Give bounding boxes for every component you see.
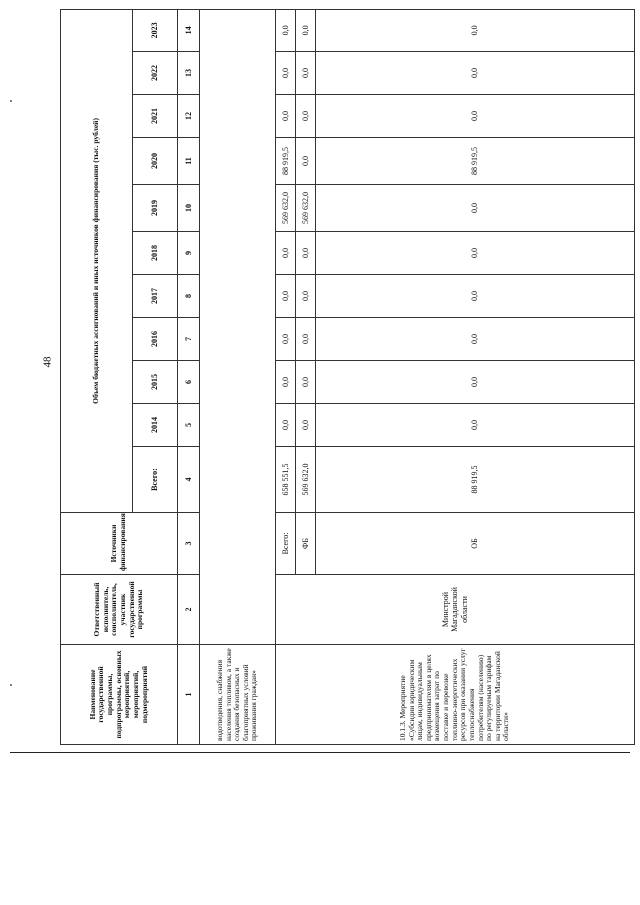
value-cell: 0,0	[316, 318, 635, 361]
header-funding-source: Источники финансирования	[61, 513, 178, 575]
page-number: 48	[41, 356, 54, 368]
page-divider-line	[10, 752, 630, 753]
header-program-name: Наименование государственной программы, подпрограммы, основных мероприятий, мероприятий, подмероприятий	[61, 645, 178, 745]
source-cell: Всего:	[276, 513, 296, 575]
value-cell: 0,0	[316, 185, 635, 232]
header-year: 2022	[133, 52, 178, 95]
continued-row-empty	[200, 9, 276, 644]
header-year: 2021	[133, 95, 178, 138]
scan-speck	[10, 684, 12, 686]
value-cell: 0,0	[296, 318, 316, 361]
value-cell: 0,0	[296, 52, 316, 95]
measure-row-total	[276, 9, 296, 744]
column-number: 4	[178, 447, 200, 513]
value-cell: 0,0	[316, 95, 635, 138]
value-cell: 0,0	[276, 52, 296, 95]
header-year: 2017	[133, 275, 178, 318]
header-year: 2016	[133, 318, 178, 361]
header-year: 2014	[133, 404, 178, 447]
header-year: 2018	[133, 232, 178, 275]
scan-speck	[10, 100, 12, 102]
value-cell: 0,0	[276, 232, 296, 275]
value-cell: 0,0	[316, 275, 635, 318]
header-funding-volume: Объем бюджетных ассигнований и иных источников финансирования (тыс. рублей)	[61, 9, 133, 512]
value-cell: 0,0	[276, 318, 296, 361]
value-cell: 0,0	[276, 361, 296, 404]
value-cell: 0,0	[296, 9, 316, 51]
column-number: 11	[178, 138, 200, 185]
column-number: 7	[178, 318, 200, 361]
value-cell: 0,0	[276, 404, 296, 447]
column-number: 9	[178, 232, 200, 275]
value-cell: 0,0	[316, 9, 635, 51]
value-cell: 0,0	[316, 52, 635, 95]
total-cell: 88 919,5	[316, 447, 635, 513]
value-cell: 88 919,5	[276, 138, 296, 185]
column-number: 2	[178, 575, 200, 645]
value-cell: 0,0	[296, 404, 316, 447]
header-year: 2023	[133, 9, 178, 51]
value-cell: 0,0	[316, 232, 635, 275]
total-cell: 658 551,5	[276, 447, 296, 513]
column-number: 10	[178, 185, 200, 232]
value-cell: 0,0	[276, 275, 296, 318]
column-number: 8	[178, 275, 200, 318]
column-number: 13	[178, 52, 200, 95]
measure-name: 10.1.3. Мероприятие «Субсидии юридическим лицам, индивидуальным предпринимателям в целях возмещения затрат по поставке и перевозке топливно-энергетических ресурсов при оказании услуг теплоснабжения потребителям (населению) по регулируемым тарифам на территории Магаданской области»	[276, 645, 635, 745]
column-number-row	[178, 9, 200, 744]
continued-program-name: водотведения, снабжения населения топливом, а также создания безопасных и благоприятных условий проживания граждан»	[200, 645, 276, 745]
column-number: 3	[178, 513, 200, 575]
source-cell: ОБ	[316, 513, 635, 575]
column-number: 6	[178, 361, 200, 404]
header-row-group	[61, 9, 133, 744]
header-executor: Ответственный исполнитель, соисполнитель, участник государственной программы	[61, 575, 178, 645]
financing-table-rotated	[60, 10, 635, 745]
continued-row	[200, 9, 276, 744]
value-cell: 569 632,0	[296, 185, 316, 232]
value-cell: 0,0	[316, 361, 635, 404]
value-cell: 88 919,5	[316, 138, 635, 185]
column-number: 12	[178, 95, 200, 138]
value-cell: 0,0	[296, 232, 316, 275]
column-number: 1	[178, 645, 200, 745]
column-number: 5	[178, 404, 200, 447]
total-cell: 569 632,0	[296, 447, 316, 513]
value-cell: 0,0	[316, 404, 635, 447]
header-year: 2019	[133, 185, 178, 232]
financing-table	[60, 9, 635, 745]
value-cell: 0,0	[296, 361, 316, 404]
measure-executor: Минстрой Магаданской области	[276, 575, 635, 645]
header-year: 2020	[133, 138, 178, 185]
value-cell: 569 632,0	[276, 185, 296, 232]
value-cell: 0,0	[296, 138, 316, 185]
value-cell: 0,0	[276, 95, 296, 138]
value-cell: 0,0	[296, 275, 316, 318]
column-number: 14	[178, 9, 200, 51]
header-total: Всего:	[133, 447, 178, 513]
header-year: 2015	[133, 361, 178, 404]
value-cell: 0,0	[296, 95, 316, 138]
value-cell: 0,0	[276, 9, 296, 51]
source-cell: ФБ	[296, 513, 316, 575]
